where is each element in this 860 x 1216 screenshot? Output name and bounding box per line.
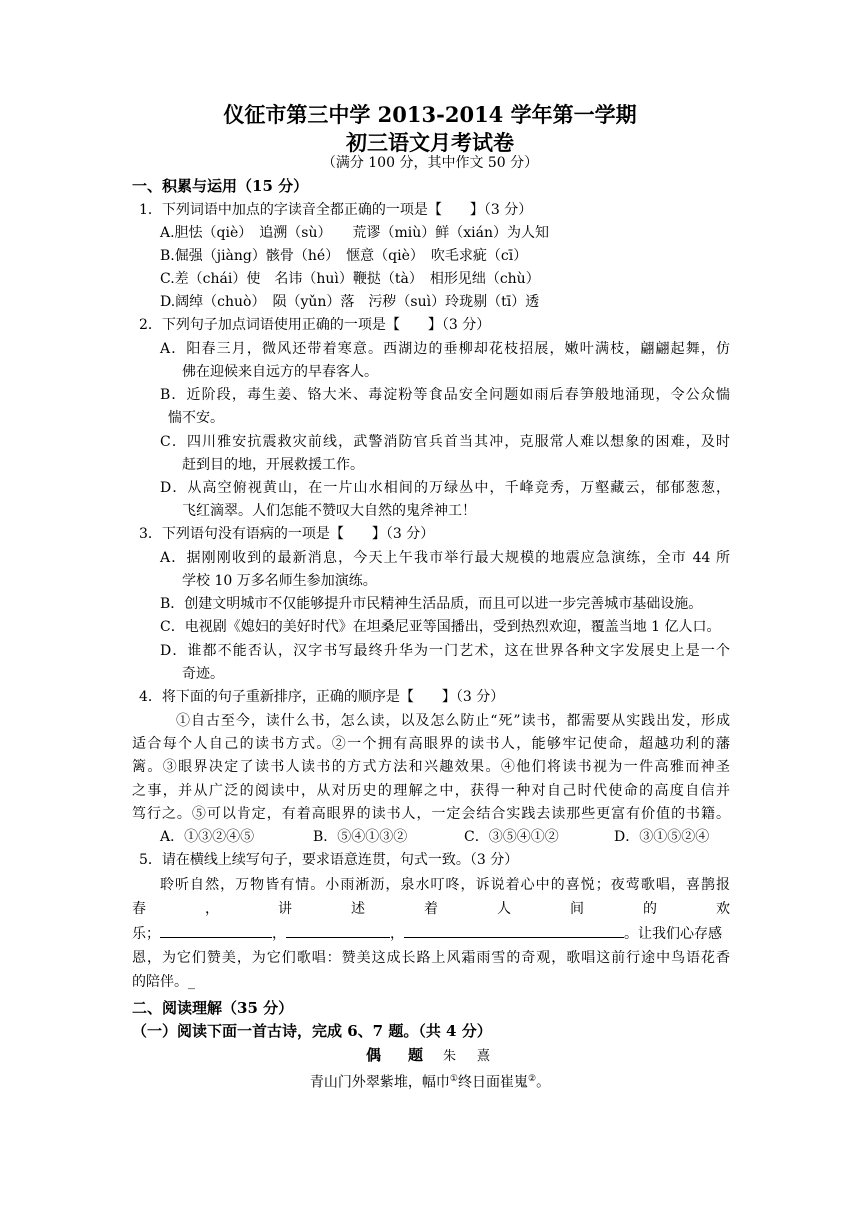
- q4-passage-line: 笃行之。⑤可以肯定，有着高眼界的读书人，一定会结合实践去读那些更富有价值的书籍。: [132, 806, 730, 822]
- q2-option-b: B．近阶段，毒生姜、铬大米、毒淀粉等食品安全问题如雨后春笋般地涌现，令公众惴: [160, 387, 730, 403]
- q3-option-b: B．创建文明城市不仅能够提升市民精神生活品质，而且可以进一步完善城市基础设施。: [160, 596, 703, 612]
- q5-word: 春: [132, 901, 146, 917]
- poem-line: [0, 1068, 860, 1094]
- q4-option-a: A．①③②④⑤: [160, 829, 255, 845]
- footnote-mark: ②: [528, 1074, 537, 1084]
- q5-answer-line: [132, 923, 722, 945]
- q4-stem: 4．将下面的句子重新排序，正确的顺序是【 】（3 分）: [139, 689, 505, 705]
- q5-text: 乐；: [132, 926, 160, 942]
- q3-option-a-cont: 学校 10 万多名师生参加演练。: [182, 573, 377, 589]
- q3-option-d-cont: 奇迹。: [182, 666, 224, 682]
- footnote-mark: ①: [449, 1074, 458, 1084]
- q5-line: 聆听自然，万物皆有情。小雨淅沥，泉水叮咚，诉说着心中的喜悦；夜莺歌唱，喜鹊报: [160, 877, 730, 893]
- q5-line: 恩，为它们赞美，为它们歌唱：赞美这成长路上风霜雨雪的奇观，歌唱这前行途中鸟语花香: [132, 950, 730, 966]
- q1-option-c: C.差（chái）使 名讳（huì）鞭挞（tà） 相形见绌（chù）: [160, 271, 540, 287]
- q4-option-d: D．③①⑤②④: [614, 829, 710, 845]
- q5-word: 人: [497, 901, 511, 917]
- poem-title: 偶 题: [365, 1046, 429, 1064]
- q5-text: 。让我们心存感: [624, 926, 722, 942]
- q3-stem: 3．下列语句没有语病的一项是【 】（3 分）: [139, 526, 435, 542]
- q5-word: 欢: [716, 901, 730, 917]
- score-note: （满分 100 分，其中作文 50 分）: [321, 155, 539, 171]
- q2-option-a: A．阳春三月，微风还带着寒意。西湖边的垂柳却花枝招展，嫩叶满枝，翩翩起舞，仿: [160, 341, 730, 357]
- q5-text: ，: [390, 926, 404, 942]
- q2-option-b-cont: 惴不安。: [168, 410, 224, 426]
- q5-word: 讲: [278, 901, 292, 917]
- q4-passage-line: 之事，并从广泛的阅读中，从对历史的理解之中，获得一种对自己时代使命的高度自信并: [132, 783, 730, 799]
- poem-text: 青山门外翠紫堆，幅巾: [309, 1074, 450, 1091]
- q1-stem: 1．下列词语中加点的字读音全都正确的一项是【 】（3 分）: [139, 202, 533, 218]
- q5-word: 述: [351, 901, 365, 917]
- q2-option-d-cont: 飞红滴翠。人们怎能不赞叹大自然的鬼斧神工！: [182, 503, 476, 519]
- q3-option-c: C．电视剧《媳妇的美好时代》在坦桑尼亚等国播出，受到热烈欢迎，覆盖当地 1 亿人口。: [160, 619, 721, 635]
- poem-author: 朱 熹: [443, 1049, 495, 1064]
- q5-word: 间: [570, 901, 584, 917]
- answer-blank-1[interactable]: [160, 923, 272, 938]
- q4-passage-line: ①自古至今，读什么书，怎么读，以及怎么防止“死”读书，都需要从实践出发，形成: [176, 713, 730, 729]
- poem-text: 。: [536, 1074, 551, 1091]
- q4-passage-line: 适合每个人自己的读书方式。②一个拥有高眼界的读书人，能够牢记使命，超越功利的藩: [132, 736, 730, 752]
- section1-heading: 一、积累与运用（15 分）: [132, 177, 309, 195]
- q3-option-a: A．据刚刚收到的最新消息，今天上午我市举行最大规模的地震应急演练，全市 44 所: [160, 550, 730, 566]
- q1-option-a: A.胆怯（qiè） 追溯（sù） 荒谬（miù）鲜（xián）为人知: [160, 225, 549, 241]
- q2-stem: 2．下列句子加点词语使用正确的一项是【 】（3 分）: [139, 317, 491, 333]
- answer-blank-3[interactable]: [404, 923, 624, 938]
- poem-heading: [0, 1044, 860, 1068]
- exam-subtitle: 初三语文月考试卷: [346, 130, 514, 155]
- q5-line: 的陪伴。_: [132, 974, 195, 990]
- q2-option-c-cont: 赶到目的地，开展救援工作。: [182, 457, 364, 473]
- section2-heading: 二、阅读理解（35 分）: [132, 999, 294, 1017]
- q4-option-b: B．⑤④①③②: [313, 829, 408, 845]
- q2-option-d: D．从高空俯视黄山，在一片山水相间的万绿丛中，千峰竞秀，万壑藏云，郁郁葱葱，: [160, 480, 730, 496]
- q2-option-a-cont: 佛在迎候来自远方的早春客人。: [182, 364, 378, 380]
- q5-text: ，: [272, 926, 286, 942]
- exam-title: 仪征市第三中学 2013-2014 学年第一学期: [223, 102, 637, 127]
- q1-option-d: D.阔绰（chuò） 陨（yǔn）落 污秽（suì）玲珑剔（tī）透: [160, 294, 540, 310]
- q1-option-b: B.倔强（jiàng）骸骨（hé） 惬意（qiè） 吹毛求疵（cī）: [160, 248, 528, 264]
- q4-passage-line: 篱。③眼界决定了读书人读书的方式方法和兴趣效果。④他们将读书视为一件高雅而神圣: [132, 759, 730, 775]
- answer-blank-2[interactable]: [286, 923, 390, 938]
- q5-word: ，: [205, 901, 219, 917]
- q5-word: 的: [643, 901, 657, 917]
- q5-spread-line: [132, 898, 730, 920]
- q5-stem: 5．请在横线上续写句子，要求语意连贯，句式一致。（3 分）: [139, 852, 519, 868]
- q4-option-c: C．③⑤④①②: [464, 829, 559, 845]
- poem-text: 终日面崔嵬: [458, 1074, 528, 1091]
- reading-sub-heading: （一）阅读下面一首古诗，完成 6、7 题。（共 4 分）: [132, 1022, 492, 1040]
- q3-option-d: D．谁都不能否认，汉字书写最终升华为一门艺术，这在世界各种文字发展史上是一个: [160, 643, 730, 659]
- q2-option-c: C．四川雅安抗震救灾前线，武警消防官兵首当其冲，克服常人难以想象的困难，及时: [160, 434, 730, 450]
- q5-word: 着: [424, 901, 438, 917]
